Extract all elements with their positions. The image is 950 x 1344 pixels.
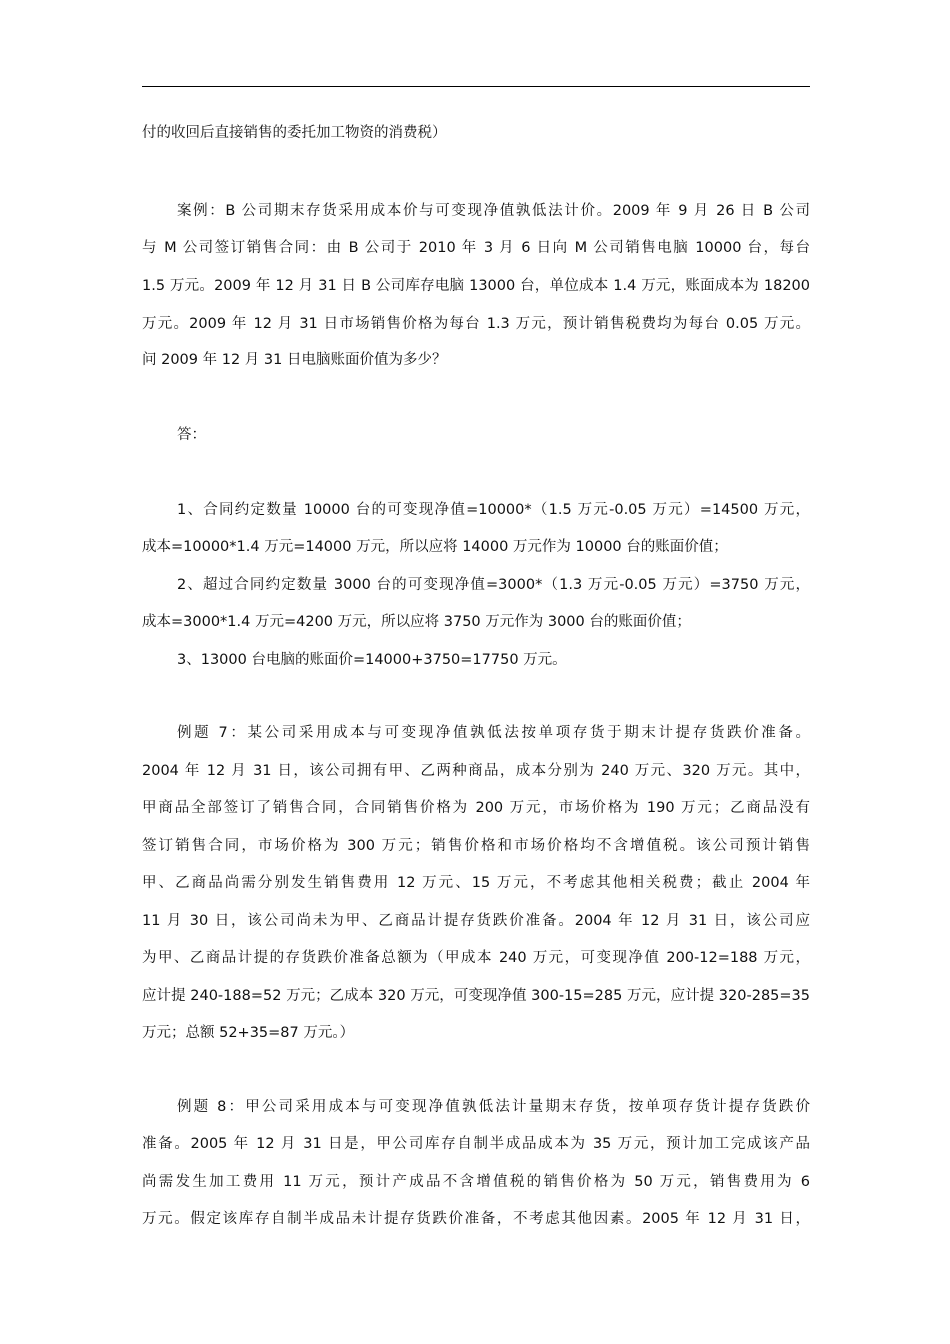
answer-line: 2、超过合同约定数量 3000 台的可变现净值=3000*（1.3 万元-0.05 万元）=3750 万元， [177,577,810,593]
example-7-line: 万元；总额 52+35=87 万元。） [142,1025,355,1041]
example-8-line: 万元。假定该库存自制半成品未计提存货跌价准备，不考虑其他因素。2005 年 12 月 31 日， [142,1211,810,1227]
example-7-line: 例题 7：某公司采用成本与可变现净值孰低法按单项存货于期末计提存货跌价准备。 [177,725,810,741]
header-rule [142,86,810,87]
example-7-line: 2004 年 12 月 31 日，该公司拥有甲、乙两种商品，成本分别为 240 万元、320 万元。其中， [142,763,810,779]
case-paragraph-line: 案例：B 公司期末存货采用成本价与可变现净值孰低法计价。2009 年 9 月 26 日 B 公司 [177,203,810,219]
example-8-line: 准备。2005 年 12 月 31 日是，甲公司库存自制半成品成本为 35 万元，预计加工完成该产品 [142,1136,810,1152]
answer-line: 成本=3000*1.4 万元=4200 万元，所以应将 3750 万元作为 3000 台的账面价值； [142,614,691,630]
text-line: 付的收回后直接销售的委托加工物资的消费税） [142,125,447,141]
example-7-line: 签订销售合同，市场价格为 300 万元；销售价格和市场价格均不含增值税。该公司预计销售 [142,838,810,854]
answer-line: 成本=10000*1.4 万元=14000 万元，所以应将 14000 万元作为 10000 台的账面价值； [142,539,728,555]
example-7-line: 11 月 30 日，该公司尚未为甲、乙商品计提存货跌价准备。2004 年 12 月 31 日，该公司应 [142,913,810,929]
example-8-line: 尚需发生加工费用 11 万元，预计产成品不含增值税的销售价格为 50 万元，销售费用为 6 [142,1174,810,1190]
case-paragraph-line: 问 2009 年 12 月 31 日电脑账面价值为多少？ [142,352,447,368]
answer-line: 1、合同约定数量 10000 台的可变现净值=10000*（1.5 万元-0.05 万元）=14500 万元， [177,502,810,518]
answer-line: 3、13000 台电脑的账面价=14000+3750=17750 万元。 [177,652,567,668]
example-8-line: 例题 8：甲公司采用成本与可变现净值孰低法计量期末存货，按单项存货计提存货跌价 [177,1099,810,1115]
case-paragraph-line: 万元。2009 年 12 月 31 日市场销售价格为每台 1.3 万元，预计销售税费均为每台 0.05 万元。 [142,316,810,332]
case-paragraph-line: 与 M 公司签订销售合同：由 B 公司于 2010 年 3 月 6 日向 M 公司销售电脑 10000 台，每台 [142,240,810,256]
example-7-line: 应计提 240-188=52 万元；乙成本 320 万元，可变现净值 300-15=285 万元，应计提 320-285=35 [142,988,810,1004]
example-7-line: 为甲、乙商品计提的存货跌价准备总额为（甲成本 240 万元，可变现净值 200-12=188 万元， [142,950,810,966]
case-paragraph-line: 1.5 万元。2009 年 12 月 31 日 B 公司库存电脑 13000 台，单位成本 1.4 万元，账面成本为 18200 [142,278,810,294]
example-7-line: 甲、乙商品尚需分别发生销售费用 12 万元、15 万元，不考虑其他相关税费；截止 2004 年 [142,875,810,891]
answer-label: 答： [177,427,206,443]
example-7-line: 甲商品全部签订了销售合同，合同销售价格为 200 万元，市场价格为 190 万元；乙商品没有 [142,800,810,816]
